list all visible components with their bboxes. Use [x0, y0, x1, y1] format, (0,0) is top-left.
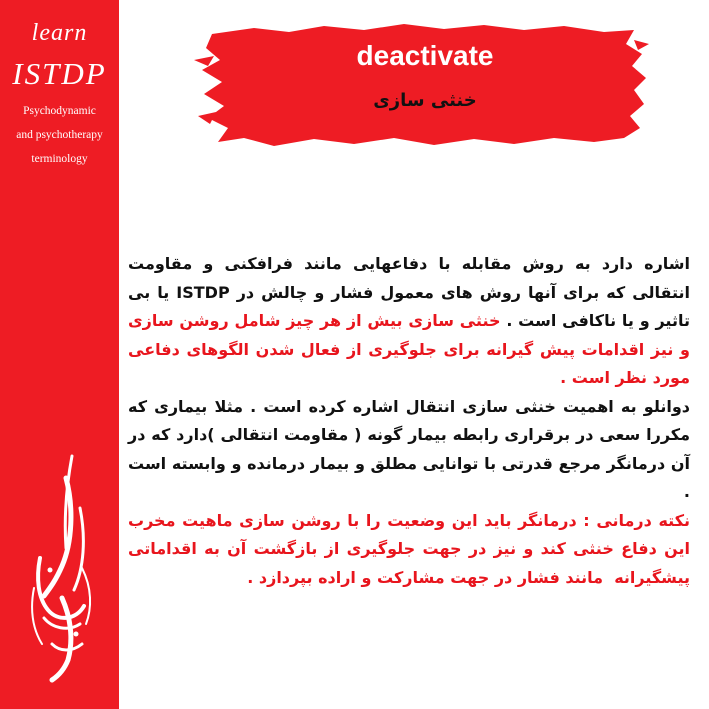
paragraph-1-black: اشاره دارد به روش مقابله با دفاعهایی مانند فرافکنی و مقاومت انتقالی که برای آنها روش های معمول فشار و چالش در ISTDP یا بی تاثیر و یا ناکافی است .	[122, 254, 691, 330]
sidebar-istdp-text: ISTDP	[12, 56, 107, 91]
calligraphy-logo-icon	[22, 448, 104, 683]
body-text	[122, 250, 691, 592]
sidebar-subtitle-line: and psychotherapy	[16, 129, 103, 141]
sidebar-subtitle-line: terminology	[31, 153, 88, 165]
paragraph-1-red: خنثی سازی بیش از هر چیز شامل روشن سازی و نیز اقدامات پیش گیرانه برای جلوگیری از فعال شدن الگوهای دفاعی مورد نظر است .	[122, 311, 690, 387]
sidebar-learn-text: learn	[31, 20, 88, 46]
paragraph-2: دوانلو به اهمیت خنثی سازی انتقال اشاره کرده است . مثلا بیماری که مکررا سعی در برقراری رابطه بیمار گونه ( مقاومت انتقالی )دارد که در آن درمانگر مرجع قدرتی با توانایی مطلق و بیمار درمانده و وابسته است .	[122, 396, 690, 501]
sidebar-subtitle-line: Psychodynamic	[23, 105, 96, 117]
title-persian: خنثی سازی	[373, 90, 477, 111]
paragraph-3-red: نکته درمانی : درمانگر باید این وضعیت را با روشن سازی ماهیت مخرب این دفاع خنثی کند و نیز در جهت جلوگیری از بازگشت آن به اقداماتی پیشگیرانه مانند فشار در جهت مشارکت و اراده بپردازد .	[122, 510, 690, 587]
title-english: deactivate	[356, 40, 494, 71]
sidebar	[0, 0, 119, 709]
sidebar-subtitle	[4, 99, 115, 171]
